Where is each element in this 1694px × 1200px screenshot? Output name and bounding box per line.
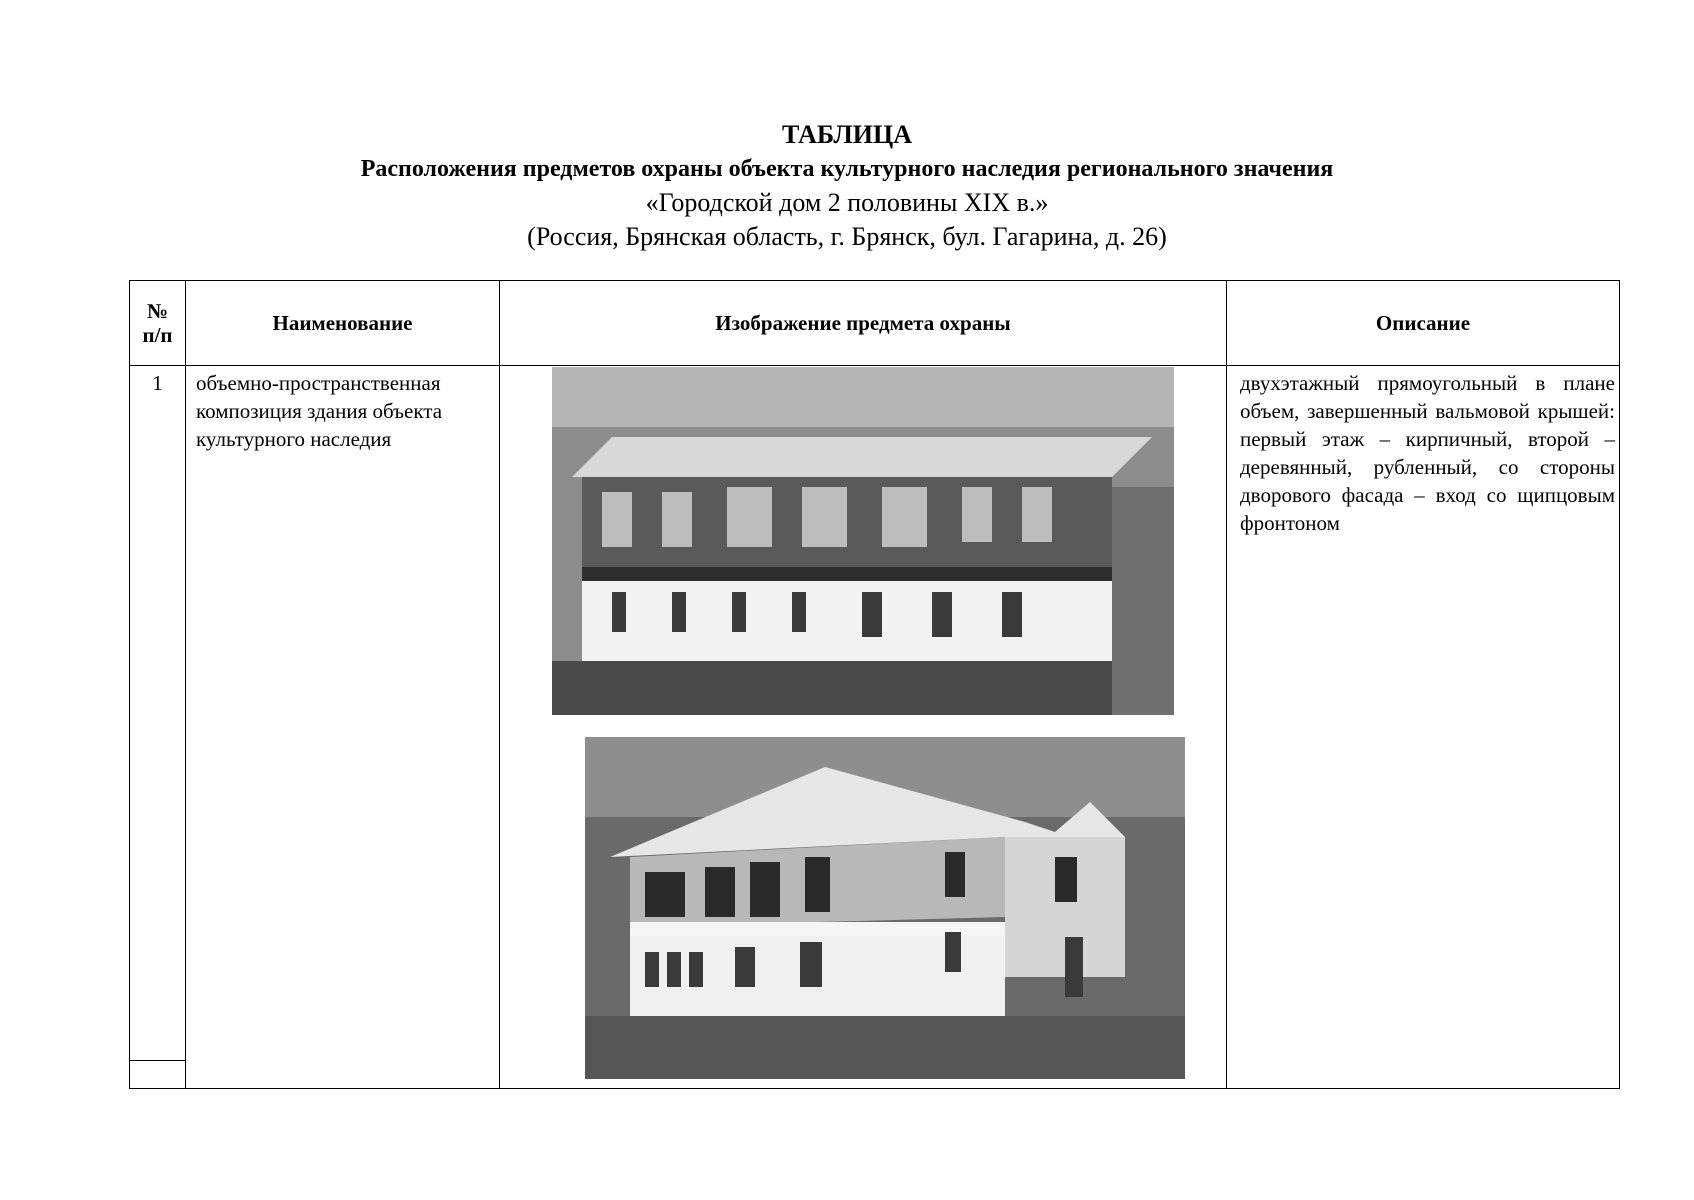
row-num: 1 xyxy=(152,371,163,395)
column-divider xyxy=(499,281,500,1088)
building-photo-courtyard-facade xyxy=(585,737,1185,1079)
column-divider xyxy=(1226,281,1227,1088)
document-header xyxy=(0,118,1694,254)
header-image: Изображение предмета охраны xyxy=(715,311,1011,335)
row-name: объемно-пространственная композиция здания объекта культурного наследия xyxy=(196,371,443,451)
header-num-label: п/п xyxy=(142,323,173,347)
header-num xyxy=(130,281,185,365)
header-description: Описание xyxy=(1375,311,1471,335)
header-num-symbol: № xyxy=(146,299,169,323)
document-title: ТАБЛИЦА xyxy=(782,120,912,149)
document-subtitle: Расположения предметов охраны объекта культурного наследия регионального значения xyxy=(360,156,1334,182)
header-name: Наименование xyxy=(272,311,413,335)
protection-items-table xyxy=(129,280,1620,1089)
building-photo-street-facade xyxy=(552,367,1174,715)
object-address: (Россия, Брянская область, г. Брянск, бул. Гагарина, д. 26) xyxy=(527,222,1167,251)
column-divider xyxy=(185,281,186,1088)
row-description: двухэтажный прямоугольный в плане объем, завершенный вальмовой крышей: первый этаж – кирпичный, второй – деревянный, рубленный, со стороны дворового фасада – вход со щипцовым фронтоном xyxy=(1240,371,1615,535)
object-name: «Городской дом 2 половины XIX в.» xyxy=(645,188,1049,217)
row-divider xyxy=(130,1060,185,1061)
header-divider xyxy=(130,365,1619,366)
